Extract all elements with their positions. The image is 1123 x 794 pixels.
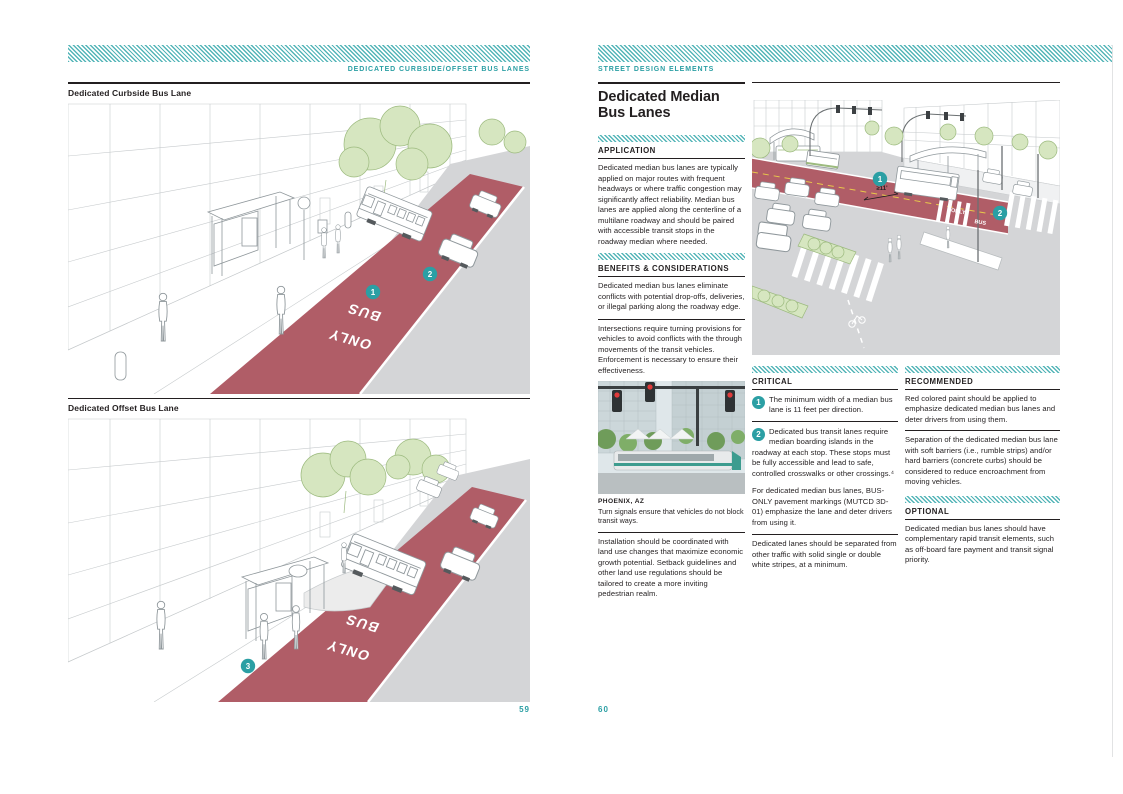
item-number-badge: 1 (752, 396, 765, 409)
section-divider (905, 496, 1060, 503)
callout-marker-2 (423, 267, 437, 281)
optional-heading: OPTIONAL (905, 506, 950, 516)
figure1-curbside-bus-lane-illustration (68, 102, 530, 394)
right-page-header: STREET DESIGN ELEMENTS (598, 66, 715, 73)
optional-p1: Dedicated median bus lanes should have complementary rapid transit elements, such as off-board fare payment and transit signal priority. (905, 523, 1054, 565)
critical-p3: For dedicated median bus lanes, BUS-ONLY pavement markings (MUTCD 3D-01) emphasize the lane and deter drivers from using it. (752, 486, 893, 527)
benefits-p2: Intersections require turning provisions for vehicles to avoid conflicts with the through movements of the transit vehicles. Enforcement is necessary to ensure their effectiveness. (598, 323, 743, 375)
application-rule (598, 158, 745, 159)
callout-marker-3 (241, 659, 255, 673)
figure3-median-bus-lane-illustration (752, 100, 1060, 355)
callout-marker-2 (993, 206, 1007, 220)
critical-item-1-text: The minimum width of a median bus lane is 11 feet per direction. (769, 395, 893, 415)
callout-marker-1 (873, 172, 887, 186)
critical-heading: CRITICAL (752, 377, 793, 386)
lane-marking-bus: BUS (341, 611, 382, 636)
left-mid-rule (68, 398, 530, 399)
figure2-offset-bus-lane-illustration (68, 417, 530, 702)
item-number-badge: 2 (752, 428, 765, 441)
critical-item-2-text: Dedicated bus transit lanes require median boarding islands in the roadway at each stop. These stops must be fully accessible and lead to safe, controlled crosswalks or other crossings.⁴ (752, 426, 895, 478)
paragraph-rule (752, 534, 898, 535)
section-divider (905, 366, 1060, 373)
svg-text:1: 1 (370, 287, 376, 297)
critical-rule (752, 389, 898, 390)
svg-text:2: 2 (997, 208, 1003, 218)
svg-text:2: 2 (427, 269, 433, 279)
application-body: Dedicated median bus lanes are typically applied on major routes with frequent headways or where traffic congestion may significantly affect reliability. Median bus lanes are applied along the centerline of a multilane roadway and should be paired with accessible transit stops in the roadway median where needed. (598, 163, 742, 246)
page-edge (1112, 45, 1113, 757)
bus-shelter (208, 192, 294, 276)
photo-canopies (626, 429, 694, 439)
recommended-p2: Separation of the dedicated median bus lane with soft barriers (i.e., rumble strips) and/or hard barriers (concrete curbs) should be considered to reduce encroachment from moving vehicles. (905, 435, 1058, 487)
benefits-p3: Installation should be coordinated with land use changes that maximize economic growth potential. Setback guidelines and other land use regulations should be tailored to create a more inviting pedestrian realm. (598, 536, 744, 599)
photo-light-rail-train (614, 451, 741, 470)
phoenix-photo (598, 381, 745, 494)
section-divider (598, 253, 745, 260)
figure3-rule (752, 82, 1060, 83)
callout-marker-1 (366, 285, 380, 299)
recommended-p1: Red colored paint should be applied to emphasize dedicated median bus lanes and deter drivers from using them. (905, 394, 1056, 424)
critical-item-2 (752, 427, 898, 479)
recommended-heading: RECOMMENDED (905, 377, 974, 386)
left-page-number: 59 (519, 705, 530, 714)
paragraph-rule (905, 430, 1060, 431)
paragraph-rule (752, 421, 898, 422)
section-divider (598, 135, 745, 142)
figure2-label: Dedicated Offset Bus Lane (68, 403, 179, 413)
left-page-header: DEDICATED CURBSIDE/OFFSET BUS LANES (347, 66, 530, 73)
right-page-left-column (598, 82, 745, 600)
benefits-p1: Dedicated median bus lanes eliminate conflicts with potential drop-offs, deliveries, or illegal parking along the roadway edge. (598, 281, 745, 312)
lane-marking-only: ONLY (325, 326, 375, 353)
paragraph-rule (598, 532, 745, 533)
lane-marking-bus: BUS (343, 300, 384, 325)
section-divider (752, 366, 898, 373)
lane-marking-only: ONLY (950, 207, 966, 217)
benefits-rule (598, 276, 745, 277)
title-rule (598, 82, 745, 84)
street-trees (301, 439, 450, 513)
bus (355, 186, 433, 244)
recommended-column (905, 366, 1060, 566)
critical-p4: Dedicated lanes should be separated from other traffic with solid single or double white stripes, at a minimum. (752, 539, 897, 570)
optional-rule (905, 519, 1060, 520)
paragraph-rule (598, 319, 745, 320)
benefits-heading: BENEFITS & CONSIDERATIONS (598, 264, 730, 274)
lane-marking-bus: BUS (973, 219, 987, 227)
photo-location: PHOENIX, AZ (598, 497, 645, 505)
right-page-number: 60 (598, 705, 609, 714)
left-hatched-banner (68, 45, 530, 62)
figure1-label: Dedicated Curbside Bus Lane (68, 88, 192, 98)
critical-column (752, 366, 898, 571)
photo-caption: Turn signals ensure that vehicles do not block transit ways. (598, 506, 744, 526)
page-title: Dedicated Median Bus Lanes (598, 89, 720, 122)
lane-marking-only: ONLY (323, 637, 373, 664)
svg-text:3: 3 (245, 661, 251, 671)
application-heading: APPLICATION (598, 146, 656, 156)
recommended-rule (905, 389, 1060, 390)
svg-text:≥11': ≥11' (876, 186, 888, 192)
svg-text:1: 1 (877, 174, 883, 184)
critical-item-1 (752, 395, 898, 416)
photo-street (598, 473, 745, 494)
left-header-rule (68, 82, 530, 84)
right-hatched-banner (598, 45, 1113, 62)
